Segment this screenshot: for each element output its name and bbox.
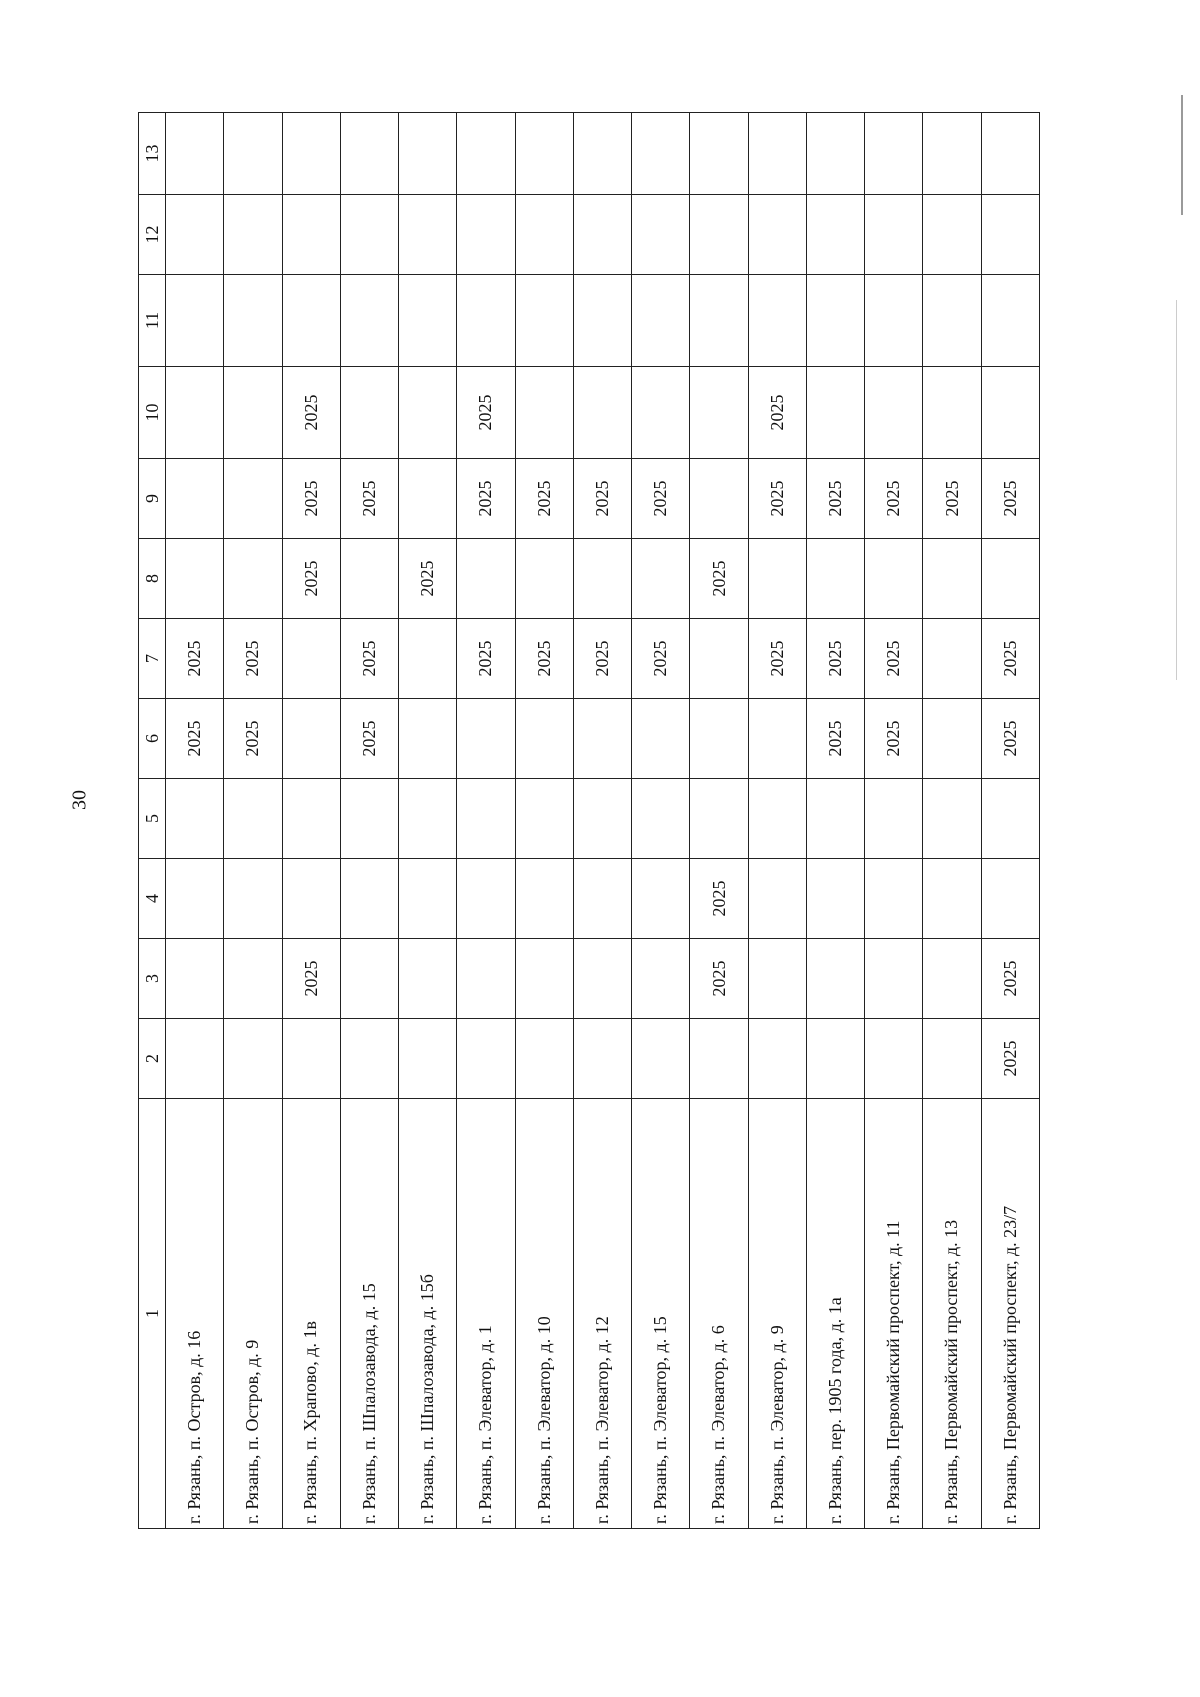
year-cell bbox=[515, 539, 573, 619]
column-header: 11 bbox=[139, 275, 166, 367]
year-cell bbox=[748, 275, 806, 367]
year-cell bbox=[632, 275, 690, 367]
year-cell: 2025 bbox=[632, 459, 690, 539]
scan-edge-mark bbox=[1176, 300, 1177, 680]
year-cell bbox=[690, 699, 748, 779]
year-cell bbox=[224, 367, 282, 459]
year-cell bbox=[865, 195, 923, 275]
year-cell bbox=[282, 275, 340, 367]
table-body bbox=[166, 113, 1040, 1529]
year-cell bbox=[573, 939, 631, 1019]
year-cell bbox=[166, 459, 224, 539]
schedule-table bbox=[138, 112, 1040, 1529]
year-cell bbox=[224, 275, 282, 367]
year-cell bbox=[457, 1019, 515, 1099]
year-cell bbox=[690, 113, 748, 195]
page-number: 30 bbox=[68, 790, 91, 810]
year-cell bbox=[923, 779, 981, 859]
year-cell: 2025 bbox=[923, 459, 981, 539]
table-row bbox=[515, 113, 573, 1529]
year-cell: 2025 bbox=[573, 459, 631, 539]
year-cell bbox=[806, 539, 864, 619]
year-cell: 2025 bbox=[166, 699, 224, 779]
year-cell bbox=[806, 939, 864, 1019]
address-cell: г. Рязань, Первомайский проспект, д. 11 bbox=[865, 1099, 923, 1529]
year-cell bbox=[806, 113, 864, 195]
year-cell bbox=[457, 779, 515, 859]
year-cell bbox=[573, 367, 631, 459]
year-cell: 2025 bbox=[981, 939, 1039, 1019]
table-row bbox=[748, 113, 806, 1529]
address-cell: г. Рязань, пер. 1905 года, д. 1а bbox=[806, 1099, 864, 1529]
table-row bbox=[923, 113, 981, 1529]
address-cell: г. Рязань, Первомайский проспект, д. 23/7 bbox=[981, 1099, 1039, 1529]
year-cell bbox=[923, 367, 981, 459]
address-cell: г. Рязань, п. Элеватор, д. 1 bbox=[457, 1099, 515, 1529]
scan-edge-mark bbox=[1181, 95, 1183, 215]
year-cell bbox=[690, 779, 748, 859]
year-cell bbox=[748, 939, 806, 1019]
year-cell bbox=[340, 939, 398, 1019]
table-row bbox=[865, 113, 923, 1529]
year-cell: 2025 bbox=[806, 619, 864, 699]
address-cell: г. Рязань, Первомайский проспект, д. 13 bbox=[923, 1099, 981, 1529]
year-cell bbox=[166, 195, 224, 275]
column-header: 2 bbox=[139, 1019, 166, 1099]
year-cell bbox=[282, 113, 340, 195]
table-row bbox=[573, 113, 631, 1529]
year-cell bbox=[224, 859, 282, 939]
year-cell bbox=[923, 939, 981, 1019]
year-cell: 2025 bbox=[340, 699, 398, 779]
address-cell: г. Рязань, п. Элеватор, д. 9 bbox=[748, 1099, 806, 1529]
year-cell bbox=[399, 699, 457, 779]
year-cell: 2025 bbox=[748, 459, 806, 539]
year-cell bbox=[457, 699, 515, 779]
year-cell: 2025 bbox=[340, 459, 398, 539]
year-cell bbox=[340, 1019, 398, 1099]
year-cell bbox=[748, 699, 806, 779]
year-cell bbox=[224, 779, 282, 859]
year-cell: 2025 bbox=[282, 539, 340, 619]
table-row bbox=[166, 113, 224, 1529]
year-cell: 2025 bbox=[981, 1019, 1039, 1099]
year-cell bbox=[632, 539, 690, 619]
year-cell bbox=[515, 113, 573, 195]
year-cell bbox=[573, 859, 631, 939]
year-cell bbox=[282, 195, 340, 275]
address-cell: г. Рязань, п. Элеватор, д. 6 bbox=[690, 1099, 748, 1529]
year-cell bbox=[399, 367, 457, 459]
year-cell bbox=[806, 1019, 864, 1099]
year-cell bbox=[632, 367, 690, 459]
year-cell bbox=[515, 779, 573, 859]
year-cell bbox=[399, 275, 457, 367]
year-cell bbox=[224, 459, 282, 539]
year-cell bbox=[573, 539, 631, 619]
year-cell: 2025 bbox=[224, 619, 282, 699]
year-cell bbox=[806, 859, 864, 939]
year-cell bbox=[282, 1019, 340, 1099]
year-cell bbox=[923, 859, 981, 939]
year-cell bbox=[632, 1019, 690, 1099]
year-cell bbox=[399, 1019, 457, 1099]
year-cell bbox=[806, 779, 864, 859]
table-row bbox=[399, 113, 457, 1529]
column-header: 7 bbox=[139, 619, 166, 699]
address-cell: г. Рязань, п. Элеватор, д. 15 bbox=[632, 1099, 690, 1529]
year-cell: 2025 bbox=[748, 619, 806, 699]
year-cell bbox=[573, 1019, 631, 1099]
year-cell: 2025 bbox=[865, 619, 923, 699]
year-cell bbox=[166, 113, 224, 195]
column-header: 3 bbox=[139, 939, 166, 1019]
year-cell bbox=[865, 113, 923, 195]
year-cell bbox=[748, 779, 806, 859]
address-cell: г. Рязань, п. Элеватор, д. 12 bbox=[573, 1099, 631, 1529]
year-cell: 2025 bbox=[282, 367, 340, 459]
address-cell: г. Рязань, п. Шпалозавода, д. 15б bbox=[399, 1099, 457, 1529]
year-cell bbox=[224, 539, 282, 619]
year-cell: 2025 bbox=[806, 459, 864, 539]
year-cell bbox=[515, 367, 573, 459]
year-cell bbox=[573, 779, 631, 859]
year-cell bbox=[224, 113, 282, 195]
year-cell bbox=[981, 113, 1039, 195]
year-cell bbox=[166, 779, 224, 859]
year-cell bbox=[282, 779, 340, 859]
year-cell bbox=[981, 539, 1039, 619]
year-cell bbox=[515, 859, 573, 939]
year-cell bbox=[399, 113, 457, 195]
year-cell bbox=[865, 859, 923, 939]
year-cell bbox=[690, 1019, 748, 1099]
year-cell bbox=[981, 367, 1039, 459]
year-cell bbox=[748, 195, 806, 275]
year-cell bbox=[457, 195, 515, 275]
year-cell: 2025 bbox=[282, 459, 340, 539]
year-cell: 2025 bbox=[690, 939, 748, 1019]
year-cell bbox=[923, 1019, 981, 1099]
year-cell: 2025 bbox=[690, 859, 748, 939]
year-cell bbox=[457, 859, 515, 939]
year-cell bbox=[690, 195, 748, 275]
year-cell bbox=[399, 779, 457, 859]
year-cell bbox=[224, 939, 282, 1019]
year-cell: 2025 bbox=[690, 539, 748, 619]
year-cell bbox=[166, 1019, 224, 1099]
year-cell bbox=[340, 539, 398, 619]
year-cell bbox=[690, 275, 748, 367]
year-cell bbox=[515, 699, 573, 779]
year-cell bbox=[632, 779, 690, 859]
year-cell bbox=[340, 275, 398, 367]
year-cell bbox=[573, 195, 631, 275]
address-cell: г. Рязань, п. Храпово, д. 1в bbox=[282, 1099, 340, 1529]
year-cell bbox=[399, 939, 457, 1019]
year-cell bbox=[457, 275, 515, 367]
column-header: 4 bbox=[139, 859, 166, 939]
year-cell: 2025 bbox=[457, 459, 515, 539]
year-cell bbox=[457, 113, 515, 195]
year-cell: 2025 bbox=[340, 619, 398, 699]
year-cell bbox=[865, 1019, 923, 1099]
year-cell bbox=[923, 113, 981, 195]
year-cell bbox=[865, 275, 923, 367]
table-row bbox=[981, 113, 1039, 1529]
year-cell bbox=[806, 195, 864, 275]
year-cell: 2025 bbox=[981, 459, 1039, 539]
year-cell bbox=[690, 367, 748, 459]
year-cell bbox=[340, 195, 398, 275]
column-header: 12 bbox=[139, 195, 166, 275]
year-cell: 2025 bbox=[515, 459, 573, 539]
address-cell: г. Рязань, п. Шпалозавода, д. 15 bbox=[340, 1099, 398, 1529]
year-cell bbox=[923, 619, 981, 699]
year-cell bbox=[282, 699, 340, 779]
year-cell bbox=[981, 275, 1039, 367]
year-cell bbox=[632, 939, 690, 1019]
year-cell bbox=[515, 939, 573, 1019]
table-row bbox=[282, 113, 340, 1529]
year-cell bbox=[865, 367, 923, 459]
year-cell: 2025 bbox=[457, 367, 515, 459]
year-cell: 2025 bbox=[224, 699, 282, 779]
year-cell: 2025 bbox=[515, 619, 573, 699]
year-cell bbox=[399, 459, 457, 539]
year-cell bbox=[573, 113, 631, 195]
address-cell: г. Рязань, п. Элеватор, д. 10 bbox=[515, 1099, 573, 1529]
year-cell bbox=[515, 195, 573, 275]
column-number-row bbox=[139, 113, 166, 1529]
year-cell bbox=[224, 1019, 282, 1099]
year-cell bbox=[632, 113, 690, 195]
year-cell bbox=[573, 275, 631, 367]
address-cell: г. Рязань, п. Остров, д. 16 bbox=[166, 1099, 224, 1529]
table-row bbox=[224, 113, 282, 1529]
year-cell: 2025 bbox=[981, 699, 1039, 779]
year-cell bbox=[748, 113, 806, 195]
year-cell: 2025 bbox=[282, 939, 340, 1019]
column-header: 10 bbox=[139, 367, 166, 459]
year-cell bbox=[748, 1019, 806, 1099]
year-cell bbox=[515, 1019, 573, 1099]
year-cell bbox=[981, 779, 1039, 859]
year-cell bbox=[340, 779, 398, 859]
year-cell bbox=[923, 699, 981, 779]
year-cell bbox=[166, 539, 224, 619]
year-cell bbox=[224, 195, 282, 275]
year-cell bbox=[632, 699, 690, 779]
year-cell bbox=[632, 859, 690, 939]
year-cell: 2025 bbox=[632, 619, 690, 699]
year-cell bbox=[399, 859, 457, 939]
year-cell bbox=[399, 619, 457, 699]
year-cell bbox=[340, 113, 398, 195]
year-cell bbox=[282, 859, 340, 939]
table-row bbox=[806, 113, 864, 1529]
year-cell: 2025 bbox=[806, 699, 864, 779]
year-cell bbox=[748, 859, 806, 939]
column-header: 1 bbox=[139, 1099, 166, 1529]
year-cell bbox=[865, 939, 923, 1019]
year-cell bbox=[806, 275, 864, 367]
year-cell: 2025 bbox=[457, 619, 515, 699]
year-cell bbox=[690, 459, 748, 539]
year-cell: 2025 bbox=[748, 367, 806, 459]
year-cell bbox=[515, 275, 573, 367]
year-cell bbox=[573, 699, 631, 779]
year-cell: 2025 bbox=[166, 619, 224, 699]
year-cell: 2025 bbox=[981, 619, 1039, 699]
year-cell bbox=[865, 779, 923, 859]
year-cell bbox=[981, 195, 1039, 275]
year-cell bbox=[282, 619, 340, 699]
year-cell bbox=[457, 539, 515, 619]
table-row bbox=[457, 113, 515, 1529]
year-cell bbox=[923, 195, 981, 275]
table-row bbox=[690, 113, 748, 1529]
year-cell bbox=[166, 859, 224, 939]
table-row bbox=[632, 113, 690, 1529]
year-cell bbox=[166, 939, 224, 1019]
year-cell bbox=[166, 275, 224, 367]
year-cell: 2025 bbox=[865, 699, 923, 779]
year-cell bbox=[748, 539, 806, 619]
column-header: 5 bbox=[139, 779, 166, 859]
year-cell bbox=[399, 195, 457, 275]
year-cell bbox=[340, 859, 398, 939]
column-header: 8 bbox=[139, 539, 166, 619]
year-cell bbox=[632, 195, 690, 275]
year-cell bbox=[865, 539, 923, 619]
year-cell bbox=[166, 367, 224, 459]
rotated-table-container bbox=[138, 113, 1040, 1529]
table-row bbox=[340, 113, 398, 1529]
year-cell: 2025 bbox=[573, 619, 631, 699]
year-cell: 2025 bbox=[865, 459, 923, 539]
year-cell: 2025 bbox=[399, 539, 457, 619]
column-header: 9 bbox=[139, 459, 166, 539]
year-cell bbox=[981, 859, 1039, 939]
address-cell: г. Рязань, п. Остров, д. 9 bbox=[224, 1099, 282, 1529]
column-header: 13 bbox=[139, 113, 166, 195]
year-cell bbox=[690, 619, 748, 699]
year-cell bbox=[457, 939, 515, 1019]
year-cell bbox=[806, 367, 864, 459]
year-cell bbox=[923, 275, 981, 367]
year-cell bbox=[340, 367, 398, 459]
column-header: 6 bbox=[139, 699, 166, 779]
year-cell bbox=[923, 539, 981, 619]
